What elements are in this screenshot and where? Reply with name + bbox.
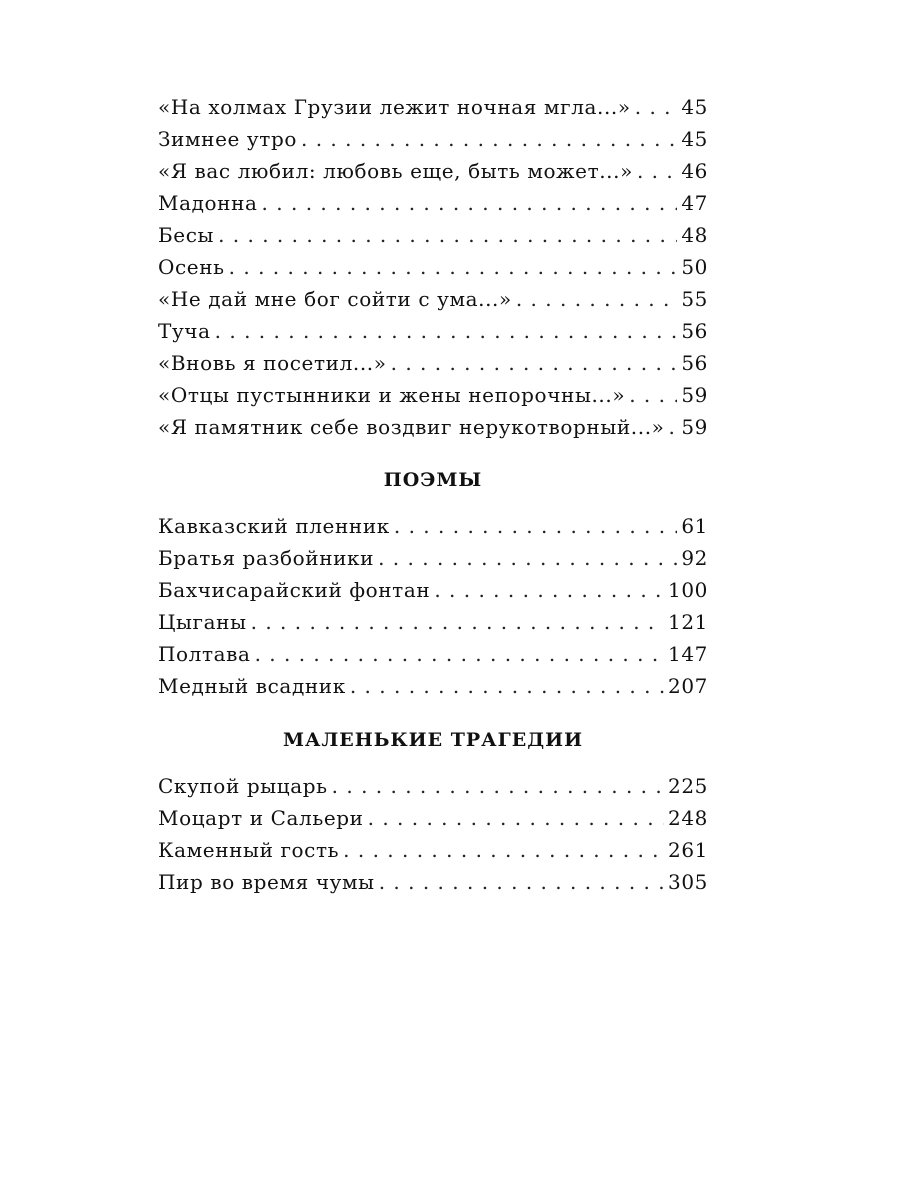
toc-entry-page: 45 xyxy=(681,95,708,119)
toc-entry-title: «Я памятник себе воздвиг нерукотворный...» xyxy=(158,415,665,439)
toc-section-little-tragedies xyxy=(158,724,708,898)
toc-entry xyxy=(158,251,708,283)
toc-entry-title: Кавказский пленник xyxy=(158,514,390,538)
dot-leader xyxy=(391,347,678,379)
dot-leader xyxy=(343,834,664,866)
toc-entry-page: 147 xyxy=(668,642,708,666)
dot-leader xyxy=(332,770,664,802)
toc-entry-page: 45 xyxy=(681,127,708,151)
table-of-contents xyxy=(158,91,708,898)
toc-entry-title: Бесы xyxy=(158,223,215,247)
toc-entry xyxy=(158,770,708,802)
dot-leader xyxy=(378,542,677,574)
toc-entry xyxy=(158,379,708,411)
toc-entry-page: 121 xyxy=(668,610,708,634)
toc-entry-page: 305 xyxy=(668,870,708,894)
toc-entry-page: 56 xyxy=(681,351,708,375)
dot-leader xyxy=(379,866,664,898)
toc-entry xyxy=(158,638,708,670)
toc-entry-title: Бахчисарайский фонтан xyxy=(158,578,431,602)
toc-entry xyxy=(158,283,708,315)
dot-leader xyxy=(215,315,678,347)
toc-entry-title: Полтава xyxy=(158,642,251,666)
toc-entry-title: «Не дай мне бог сойти с ума...» xyxy=(158,287,512,311)
dot-leader xyxy=(629,379,677,411)
dot-leader xyxy=(516,283,678,315)
toc-entry-title: Осень xyxy=(158,255,225,279)
toc-entry xyxy=(158,510,708,542)
toc-entry-page: 59 xyxy=(681,383,708,407)
dot-leader xyxy=(434,574,664,606)
toc-entry-page: 46 xyxy=(681,159,708,183)
dot-leader xyxy=(637,155,677,187)
toc-entry-title: «На холмах Грузии лежит ночная мгла...» xyxy=(158,95,631,119)
toc-entry-title: Туча xyxy=(158,319,211,343)
toc-section-lyrics xyxy=(158,91,708,443)
toc-entry-title: Каменный гость xyxy=(158,838,340,862)
toc-entry-title: «Отцы пустынники и жены непорочны...» xyxy=(158,383,626,407)
section-heading: МАЛЕНЬКИЕ ТРАГЕДИИ xyxy=(282,729,584,751)
toc-entry-title: «Вновь я посетил...» xyxy=(158,351,387,375)
toc-entry xyxy=(158,542,708,574)
toc-entry-title: Пир во время чумы xyxy=(158,870,375,894)
dot-leader xyxy=(350,670,664,702)
toc-entry xyxy=(158,574,708,606)
toc-entry xyxy=(158,187,708,219)
toc-entry-page: 48 xyxy=(681,223,708,247)
toc-entry-title: Цыганы xyxy=(158,610,247,634)
toc-entry xyxy=(158,347,708,379)
dot-leader xyxy=(669,411,678,443)
toc-entry xyxy=(158,155,708,187)
toc-entry-page: 50 xyxy=(681,255,708,279)
toc-entry-page: 61 xyxy=(681,514,708,538)
toc-entry xyxy=(158,834,708,866)
toc-entry-title: Моцарт и Сальери xyxy=(158,806,364,830)
toc-entry-title: «Я вас любил: любовь еще, быть может...» xyxy=(158,159,633,183)
toc-entry xyxy=(158,91,708,123)
toc-entry-title: Скупой рыцарь xyxy=(158,774,328,798)
toc-entry-page: 100 xyxy=(668,578,708,602)
toc-entry xyxy=(158,411,708,443)
toc-entry xyxy=(158,670,708,702)
toc-entry-page: 248 xyxy=(668,806,708,830)
toc-entry-page: 261 xyxy=(668,838,708,862)
toc-entry-page: 56 xyxy=(681,319,708,343)
dot-leader xyxy=(229,251,678,283)
toc-entry-page: 47 xyxy=(681,191,708,215)
toc-section-poems xyxy=(158,464,708,702)
dot-leader xyxy=(262,187,678,219)
dot-leader xyxy=(218,219,677,251)
dot-leader xyxy=(301,123,677,155)
toc-entry xyxy=(158,866,708,898)
toc-entry xyxy=(158,606,708,638)
toc-entry-page: 55 xyxy=(681,287,708,311)
dot-leader xyxy=(635,91,678,123)
dot-leader xyxy=(251,606,664,638)
toc-entry-title: Мадонна xyxy=(158,191,258,215)
toc-entry-page: 92 xyxy=(681,546,708,570)
section-heading: ПОЭМЫ xyxy=(383,469,483,491)
toc-entry-title: Медный всадник xyxy=(158,674,346,698)
toc-entry xyxy=(158,123,708,155)
toc-entry xyxy=(158,219,708,251)
toc-entry xyxy=(158,315,708,347)
dot-leader xyxy=(394,510,677,542)
toc-entry xyxy=(158,802,708,834)
toc-entry-page: 207 xyxy=(668,674,708,698)
dot-leader xyxy=(255,638,664,670)
toc-entry-title: Братья разбойники xyxy=(158,546,375,570)
toc-entry-page: 59 xyxy=(681,415,708,439)
dot-leader xyxy=(368,802,664,834)
toc-entry-page: 225 xyxy=(668,774,708,798)
toc-entry-title: Зимнее утро xyxy=(158,127,297,151)
